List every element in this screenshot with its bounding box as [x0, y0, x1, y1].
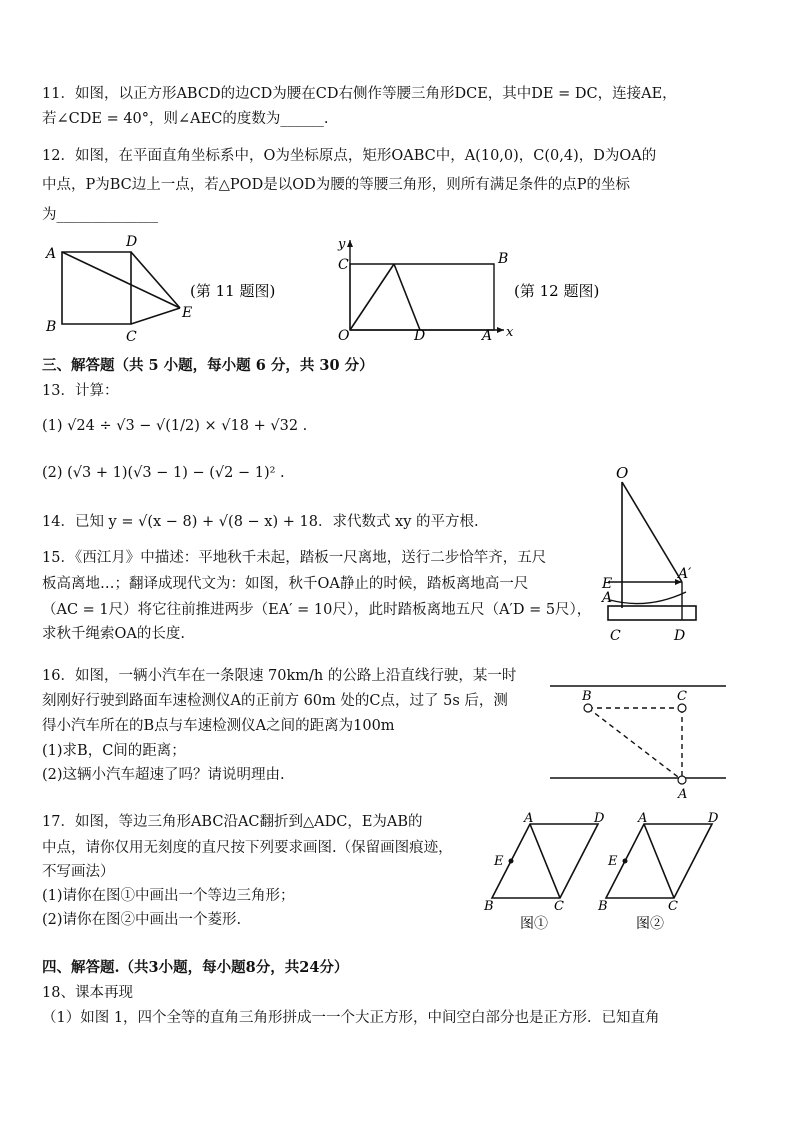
figure-15	[596, 460, 716, 650]
fig11-label-d: D	[126, 234, 138, 250]
q12-line2: 中点，P为BC边上一点，若△POD是以OD为腰的等腰三角形，则所有满足条件的点P的坐标	[42, 177, 630, 193]
fig15-label-o: O	[616, 464, 629, 482]
point-b	[584, 704, 592, 712]
section-3-title: 三、解答题（共 5 小题，每小题 6 分，共 30 分）	[42, 357, 374, 374]
q13-part1: (1) √24 ÷ √3 − √(1/2) × √18 + √32 .	[42, 418, 308, 434]
fig11-label-c: C	[126, 329, 137, 345]
figure-17-2	[597, 812, 719, 932]
q16-line1: 16．如图，一辆小汽车在一条限速 70km/h 的公路上沿直线行驶，某一时	[42, 668, 517, 684]
q17-line2: 中点，请你仅用无刻度的直尺按下列要求画图.（保留画图痕迹，	[42, 840, 453, 856]
fig17-2-label-c: C	[668, 899, 678, 914]
q16-line2: 刻刚好行驶到路面车速检测仪A的正前方 60m 处的C点，过了 5s 后，测	[42, 693, 508, 709]
q17-line1: 17．如图，等边三角形ABC沿AC翻折到△ADC，E为AB的	[42, 814, 423, 830]
fig12-label-x: x	[506, 325, 514, 340]
fig17-caption-1: 图①	[520, 916, 548, 932]
fig12-label-d: D	[414, 328, 426, 344]
fig17-2-label-a: A	[638, 812, 648, 826]
fig15-label-d: D	[674, 628, 686, 644]
q17-line3: 不写画法）	[42, 864, 115, 880]
point-c	[678, 704, 686, 712]
section-4-title: 四、解答题.（共3小题，每小题8分，共24分）	[42, 959, 349, 976]
segment-op	[350, 264, 394, 330]
fig16-label-b: B	[582, 689, 592, 704]
fig15-label-a-prime: A′	[678, 566, 692, 582]
fig16-label-c: C	[677, 689, 687, 704]
q13-part2: (2) (√3 + 1)(√3 − 1) − (√2 − 1)² .	[42, 465, 285, 481]
square-abcd	[62, 252, 131, 324]
fig12-label-a: A	[482, 328, 493, 344]
q17-part1: (1)请你在图①中画出一个等边三角形；	[42, 888, 295, 904]
fig11-label-a: A	[46, 246, 57, 262]
q16-part1: (1)求B，C间的距离；	[42, 743, 186, 759]
point-a	[678, 776, 686, 784]
fig17-2-label-b: B	[598, 899, 608, 914]
fig11-label-b: B	[46, 319, 57, 335]
q15-line4: 求秋千绳索OA的长度.	[42, 626, 185, 642]
segment-pd	[394, 264, 420, 330]
segment-ce	[131, 308, 180, 324]
fig12-label-b: B	[498, 251, 509, 267]
q15-line1: 15．《西江月》中描述：平地秋千未起，踏板一尺离地，送行二步恰竿齐，五尺	[42, 550, 547, 566]
figure-16	[548, 680, 728, 802]
fig12-label-o: O	[338, 328, 350, 344]
rope-oa-prime	[622, 482, 682, 582]
fig15-label-e: E	[602, 576, 613, 592]
ground-block	[608, 606, 696, 620]
fig17-1-label-d: D	[594, 812, 605, 826]
point-e-2	[623, 859, 628, 864]
q11-line2: 若∠CDE = 40°，则∠AEC的度数为______.	[42, 111, 329, 127]
fig11-caption: (第 11 题图)	[190, 282, 276, 300]
q17-part2: (2)请你在图②中画出一个菱形.	[42, 912, 242, 928]
diagonal-ac-2	[644, 824, 674, 898]
fig12-label-c: C	[338, 257, 349, 273]
figure-12	[332, 232, 622, 344]
fig17-1-label-a: A	[524, 812, 534, 826]
fig16-label-a: A	[678, 787, 688, 802]
figure-17	[478, 812, 728, 934]
fig17-1-label-e: E	[494, 854, 504, 869]
y-axis-arrow	[347, 240, 353, 247]
figure-17-1	[483, 812, 605, 932]
q12-line1: 12．如图，在平面直角坐标系中，O为坐标原点，矩形OABC中，A(10,0)，C(0,4)，D为OA的	[42, 148, 657, 164]
fig12-label-y: y	[338, 237, 346, 252]
q13-title: 13．计算：	[42, 383, 119, 399]
q11-line1: 11．如图，以正方形ABCD的边CD为腰在CD右侧作等腰三角形DCE，其中DE = DC，连接AE，	[42, 86, 677, 102]
fig11-label-e: E	[182, 305, 193, 321]
segment-ba	[588, 708, 682, 780]
fig15-label-a: A	[602, 590, 613, 606]
q15-line2: 板高离地…；翻译成现代文为：如图，秋千OA静止的时候，踏板离地高一尺	[42, 576, 529, 592]
q14-text: 14．已知 y = √(x − 8) + √(8 − x) + 18．求代数式 xy 的平方根.	[42, 514, 479, 530]
q16-part2: (2)这辆小汽车超速了吗？请说明理由.	[42, 767, 285, 783]
figure-11	[40, 228, 310, 348]
q12-line3: 为______________	[42, 207, 158, 223]
segment-ae	[62, 252, 180, 308]
fig17-1-label-b: B	[484, 899, 494, 914]
fig17-2-label-e: E	[608, 854, 618, 869]
fig17-1-label-c: C	[554, 899, 564, 914]
diagonal-ac-1	[530, 824, 560, 898]
fig17-caption-2: 图②	[636, 916, 664, 932]
q18-title: 18、课本再现	[42, 985, 133, 1001]
point-e-1	[509, 859, 514, 864]
q15-line3: （AC = 1尺）将它往前推进两步（EA′ = 10尺），此时踏板离地五尺（A′D = 5尺），	[42, 602, 592, 618]
q18-line1: （1）如图 1，四个全等的直角三角形拼成一一个大正方形，中间空白部分也是正方形．已知直角	[42, 1010, 660, 1026]
fig12-caption: (第 12 题图)	[514, 282, 600, 300]
fig17-2-label-d: D	[708, 812, 719, 826]
fig15-label-c: C	[610, 628, 621, 644]
x-axis-arrow	[497, 327, 504, 333]
segment-de	[131, 252, 180, 308]
q16-line3: 得小汽车所在的B点与车速检测仪A之间的距离为100m	[42, 718, 395, 734]
